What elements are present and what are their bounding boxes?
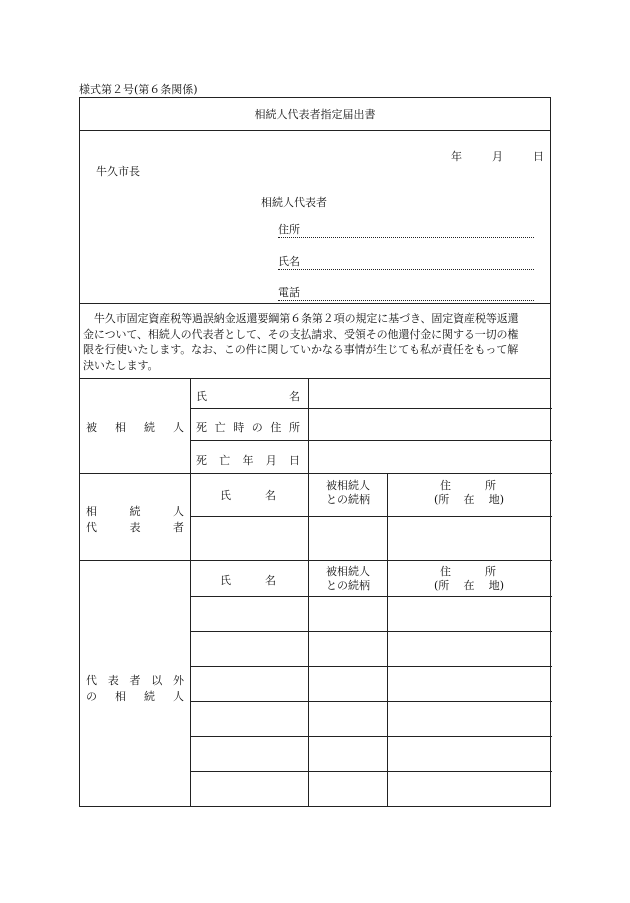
- representative-section-label: 相 続 人: [86, 505, 184, 518]
- deceased-address-value[interactable]: [309, 409, 551, 440]
- date-line: [80, 148, 544, 164]
- table-row[interactable]: [191, 632, 551, 666]
- header-address: 住 所 (所 在 地): [434, 565, 504, 592]
- statement-line: 牛久市固定資産税等過誤納金返還要綱第６条第２項の規定に基づき、固定資産税等返還: [83, 312, 519, 325]
- header-relation: 被相続人 との続柄: [326, 565, 370, 592]
- day-label: 日: [533, 150, 544, 163]
- representative-address-value[interactable]: [388, 517, 551, 560]
- others-section-label-2: の 相 続 人: [86, 690, 184, 703]
- form-number: 様式第２号(第６条関係): [79, 83, 198, 96]
- others-section-label: 代 表 者 以 外: [86, 674, 184, 687]
- form-title: 相続人代表者指定届出書: [80, 98, 550, 131]
- address-field[interactable]: [278, 223, 534, 238]
- deceased-date-label: 死 亡 年 月 日: [196, 454, 300, 467]
- header-relation: 被相続人 との続柄: [326, 479, 370, 506]
- table-row[interactable]: [191, 597, 551, 631]
- header-address: 住 所 (所 在 地): [434, 479, 504, 506]
- name-label: 氏名: [278, 255, 300, 268]
- statement-line: 金について、相続人の代表者として、その支払請求、受領その他還付金に関する一切の権: [83, 327, 519, 341]
- representative-relation-value[interactable]: [309, 517, 387, 560]
- phone-field[interactable]: [278, 286, 534, 301]
- statement: [80, 303, 550, 379]
- deceased-name-label: 氏 名: [196, 390, 300, 403]
- month-label: 月: [492, 150, 503, 163]
- statement-line: 決いたします。: [83, 358, 159, 372]
- table-row[interactable]: [191, 772, 551, 806]
- representative-section-label-2: 代 表 者: [86, 521, 184, 534]
- header-name: 氏 名: [220, 574, 276, 587]
- phone-label: 電話: [278, 286, 300, 299]
- table-row[interactable]: [191, 737, 551, 771]
- name-field[interactable]: [278, 255, 534, 270]
- address-label: 住所: [278, 223, 300, 236]
- designation-form: [79, 97, 551, 807]
- deceased-section-label: 被 相 続 人: [86, 421, 184, 434]
- year-label: 年: [451, 150, 462, 163]
- table-row[interactable]: [191, 702, 551, 736]
- addressee: 牛久市長: [96, 165, 140, 178]
- deceased-date-value[interactable]: [309, 441, 551, 473]
- deceased-address-label: 死 亡 時 の 住 所: [196, 421, 300, 434]
- table-row[interactable]: [191, 667, 551, 701]
- header-name: 氏 名: [220, 489, 276, 502]
- deceased-name-value[interactable]: [309, 380, 551, 408]
- statement-line: 限を行使いたします。なお、この件に関していかなる事情が生じても私が責任をもって解: [83, 343, 519, 356]
- representative-name-value[interactable]: [191, 517, 308, 560]
- representative-label: 相続人代表者: [261, 196, 327, 209]
